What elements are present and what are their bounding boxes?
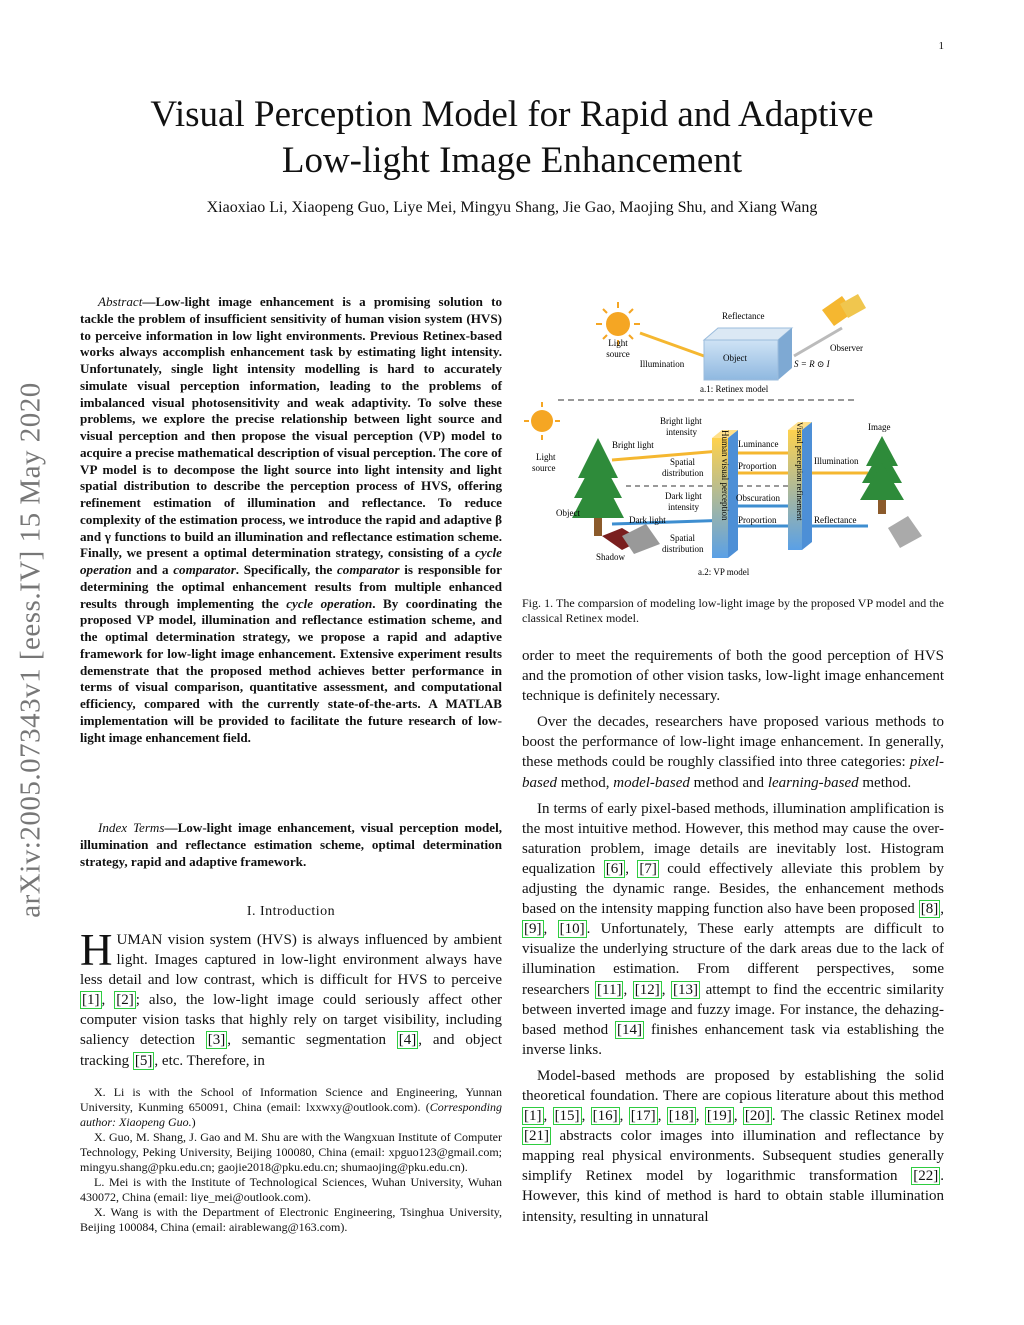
reflectance-label-2: Reflectance — [814, 515, 857, 525]
sep: , — [623, 981, 633, 998]
text: could effectively alleviate this problem by adjusting the dynamic range. Besides, the enhancement methods based on the intensity mapping function also have been proposed — [522, 860, 945, 918]
citation-link[interactable]: [10] — [559, 921, 585, 938]
spatial-distribution-label-2: distribution — [662, 468, 704, 478]
reflectance-label: Reflectance — [722, 311, 765, 321]
proportion-label-1: Proportion — [738, 461, 777, 471]
citation-link[interactable]: [19] — [706, 1108, 732, 1125]
caption-a1: a.1: Retinex model — [700, 384, 769, 394]
footnote-text: X. Li is with the School of Information Science and Engineering, Yunnan University, Kunming 650091, China (email: lxxwxy@outlook.com). ( — [80, 1085, 502, 1114]
dark-light-label: Dark light — [629, 515, 666, 525]
text: In terms of early pixel-based methods, illumination amplification is the most intuitive method. However, this method may cause the over-saturation problem, image details are inevitably lost. Histogram equalization — [522, 800, 944, 877]
image-label: Image — [868, 422, 891, 432]
arxiv-identifier — [6, 345, 56, 955]
shadow-label: Shadow — [596, 552, 625, 562]
footnote: X. Wang is with the Department of Electronic Engineering, Tsinghua University, Beijing 100084, China (email: airablewang@163.com). — [80, 1205, 502, 1234]
citation-link[interactable]: [11] — [597, 981, 622, 998]
sep: , — [543, 1108, 553, 1125]
sep: , — [657, 1108, 667, 1125]
citation-link[interactable]: [18] — [668, 1108, 694, 1125]
citation-link[interactable]: [5] — [134, 1052, 153, 1069]
proportion-label-2: Proportion — [738, 515, 777, 525]
sep: , — [619, 1108, 629, 1125]
introduction-paragraph — [80, 925, 503, 1071]
arxiv-identifier-text: arXiv:2005.07343v1 [eess.IV] 15 May 2020 — [14, 382, 47, 918]
light-source-label-2: source — [606, 349, 630, 359]
abstract-emph-4: cycle operation — [286, 595, 373, 611]
text: method, — [557, 774, 614, 791]
citation-link[interactable]: [20] — [744, 1108, 770, 1125]
abstract-body-5: . By coordinating the proposed VP model, illumination and reflectance estimation scheme, and the optimal determination strategy, we propose a rapid and adaptive framework for low-light image enhancement. Extensive experiment results demenstrate that the proposed method achieves better performance in terms of visual comparison, quantitative assessment, and computational efficiency, compared with the currently state-of-the-arts. A MATLAB implementation will be provided to facilitate the future research of low-light image enhancement field. — [80, 595, 503, 745]
abstract-body-3: . Specifically, the — [235, 562, 337, 577]
right-column-body — [522, 646, 944, 1233]
author-list: Xiaoxiao Li, Xiaopeng Guo, Liye Mei, Mingyu Shang, Jie Gao, Maojing Shu, and Xiang Wang — [206, 199, 818, 216]
citation-link[interactable]: [1] — [524, 1108, 542, 1125]
output-tree-icon — [860, 436, 904, 514]
citation-link[interactable]: [4] — [398, 1032, 417, 1049]
abstract-label: Abstract — [98, 294, 143, 309]
title-line-2: Low-light Image Enhancement — [281, 140, 743, 181]
citation-link[interactable]: [17] — [630, 1108, 656, 1125]
abstract-emph-2: comparator — [173, 562, 236, 577]
footnote-text: ) — [191, 1115, 196, 1129]
citation-link[interactable]: [13] — [673, 981, 699, 998]
abstract-body-2: and a — [131, 562, 174, 577]
object-label: Object — [723, 353, 747, 363]
citation-link[interactable]: [8] — [920, 901, 939, 918]
abstract-emph-1: cycle operation — [80, 545, 502, 577]
light-source-label-1: Light — [608, 338, 628, 348]
emph: pixel-based — [522, 754, 944, 791]
citation-link[interactable]: [14] — [617, 1021, 643, 1038]
sep: , — [581, 1108, 591, 1125]
dark-light-intensity-label-1: Dark light — [665, 491, 702, 501]
object-label-2: Object — [556, 508, 580, 518]
intro-text: ; also, the low-light image could seriously affect other computer vision tasks that highly rely on target visibility, including saliency detection — [80, 992, 503, 1049]
emph: model-based — [613, 774, 690, 791]
paper-title — [80, 92, 944, 184]
paragraph — [522, 799, 944, 1060]
footnote-emph: Corresponding author: Xiaopeng Guo. — [80, 1100, 502, 1129]
text: attempt to find the eccentric similarity between inverted image and fuzzy image. For instance, the dehazing-based method — [522, 981, 945, 1038]
text: abstracts color images into illumination and reflectance by mapping real physical environments. Subsequent studies generally simplify Retinex model by logarithmic transformation — [522, 1128, 944, 1185]
title-line-1: Visual Perception Model for Rapid and Adaptive — [150, 94, 874, 135]
footnotes — [80, 1085, 502, 1235]
output-shadow-icon — [888, 516, 922, 548]
illumination-label: Illumination — [639, 359, 685, 369]
abstract-body-1: —Low-light image enhancement is a promising solution to tackle the problem of insufficient sensitivity of human vision system (HVS) to perceive information in low light environments. Previous Retinex-based works always accomplish enhancement task by estimating light intensity. Unfortunately, single light intensity modelling is hard to accurately simulate visual perception information, leading to the problems of imbalanced visual photosensitivity and weak adaptivity. To solve these problems, we explore the precise relationship between light source and visual perception and then propose the visual perception (VP) model to acquire a precise mathematical description of visual perception. The core of VP model is to decompose the light source into light intensity and light spatial distribution to describe the perception process of HVS, offering refinement estimation of illumination and reflectance. To reduce complexity of the estimation process, we introduce the rapid and adaptive β and γ functions to build an illumination and reflectance estimation scheme. Finally, we present a optimal determination strategy, consisting of a — [80, 294, 502, 561]
paragraph — [522, 712, 944, 792]
intro-text: UMAN vision system (HVS) is always influenced by ambient light. Images captured in low-light environment always have less detail and low contrast, which is difficult for HVS to perceive — [80, 932, 502, 989]
light-source-label-4: source — [532, 463, 556, 473]
observer-label: Observer — [830, 343, 863, 353]
sep: , — [625, 860, 638, 877]
bright-light-label: Bright light — [612, 440, 654, 450]
human-visual-perception-label: Human visual perception — [720, 430, 730, 521]
sep: , — [695, 1108, 705, 1125]
sep: , — [733, 1108, 743, 1125]
spatial-distribution-label-4: distribution — [662, 544, 704, 554]
citation-link[interactable]: [21] — [524, 1128, 549, 1145]
citation-link[interactable]: [12] — [634, 981, 660, 998]
tree-icon — [572, 438, 624, 536]
object-box-top — [704, 328, 792, 340]
index-terms-body: —Low-light image enhancement, visual perception model, illumination and reflectance estimation scheme, optimal determination strategy, rapid and adaptive framework. — [80, 820, 502, 869]
sep: , — [543, 921, 558, 938]
index-terms-label: Index Terms — [98, 820, 165, 835]
sun-icon-2 — [524, 402, 560, 440]
citation-link[interactable]: [2] — [116, 992, 134, 1009]
spatial-distribution-label-3: Spatial — [670, 533, 695, 543]
paragraph: order to meet the requirements of both the good perception of HVS and the promotion of other vision tasks, low-light image enhancement technique is definitely necessary. — [522, 648, 944, 705]
citation-link[interactable]: [6] — [605, 860, 624, 877]
section-heading: I. Introduction — [246, 904, 336, 919]
paragraph — [522, 1066, 944, 1227]
sep: , — [661, 981, 672, 998]
citation-link[interactable]: [15] — [554, 1108, 580, 1125]
abstract-body-4: is responsible for determining the optimal enhancement results from multiple enhanced results through implementing the — [80, 562, 502, 611]
intro-text: , etc. Therefore, in — [154, 1052, 265, 1069]
figure-1 — [522, 288, 944, 588]
obscuration-label: Obscuration — [736, 493, 780, 503]
light-source-label-3: Light — [536, 452, 556, 462]
abstract-emph-3: comparator — [337, 562, 400, 577]
text: method and — [689, 774, 768, 791]
sep: , — [101, 992, 115, 1009]
text: . The classic Retinex model — [771, 1108, 945, 1125]
citation-link[interactable]: [1] — [82, 992, 100, 1009]
text: finishes enhancement task via establishing the inverse links. — [522, 1021, 944, 1058]
bright-light-intensity-label-1: Bright light — [660, 416, 702, 426]
citation-link[interactable]: [7] — [639, 860, 657, 877]
emph: learning-based — [767, 774, 859, 791]
drop-cap: H — [80, 925, 113, 975]
citation-link[interactable]: [16] — [592, 1108, 618, 1125]
intro-text: , and object tracking — [80, 1032, 503, 1069]
footnote: X. Guo, M. Shang, J. Gao and M. Shu are with the Wangxuan Institute of Computer Technology, Peking University, Beijing 100080, China (email: xpguo123@gmail.com; mingyu.shang@pku.edu.cn; gaojie2018@pku.edu.cn; shumaojing@pku.edu.cn). — [80, 1130, 502, 1174]
visual-perception-refinement-label: Visual perception refinement — [795, 422, 805, 521]
intro-text: , semantic segmentation — [227, 1032, 397, 1049]
text: method. — [858, 774, 912, 791]
shadow-tree-icon — [622, 524, 660, 554]
illumination-arrow — [640, 333, 704, 356]
text: Model-based methods are proposed by establishing the solid theoretical foundation. There are copious literature about this method — [522, 1067, 944, 1104]
text: . Unfortunately, These early attempts are difficult to visualize the underlying structure of the dark areas due to the lack of illumination estimation. From different perspectives, some researchers — [522, 921, 944, 998]
caption-a2: a.2: VP model — [698, 567, 750, 577]
citation-link[interactable]: [9] — [524, 921, 542, 938]
footnote: L. Mei is with the Institute of Technological Sciences, Wuhan University, Wuhan 430072, China (email: liye_mei@outlook.com). — [80, 1175, 502, 1204]
text: . However, this kind of method is hard to obtain stable illumination intensity, resulting in unnatural — [522, 1168, 944, 1225]
page-number: 1 — [938, 40, 944, 52]
retinex-formula: S = R ⊙ I — [794, 359, 830, 369]
abstract — [80, 294, 502, 746]
citation-link[interactable]: [22] — [913, 1168, 939, 1185]
bright-light-intensity-label-2: intensity — [666, 427, 697, 437]
figure-1-diagram — [522, 288, 944, 588]
dark-light-intensity-label-2: intensity — [668, 502, 699, 512]
spatial-distribution-label-1: Spatial — [670, 457, 695, 467]
luminance-label: Luminance — [738, 439, 779, 449]
illumination-label-2: Illumination — [814, 456, 859, 466]
text: Over the decades, researchers have proposed various methods to boost the performance of low-light image enhancement. In generally, these methods could be roughly classified into three categories: — [522, 714, 944, 771]
sep: , — [940, 901, 944, 918]
index-terms — [80, 820, 502, 870]
figure-caption: Fig. 1. The comparsion of modeling low-light image by the proposed VP model and the classical Retinex model. — [522, 596, 944, 625]
citation-link[interactable]: [3] — [207, 1032, 226, 1049]
observer-camera-icon — [822, 294, 866, 326]
footnote — [80, 1085, 502, 1130]
